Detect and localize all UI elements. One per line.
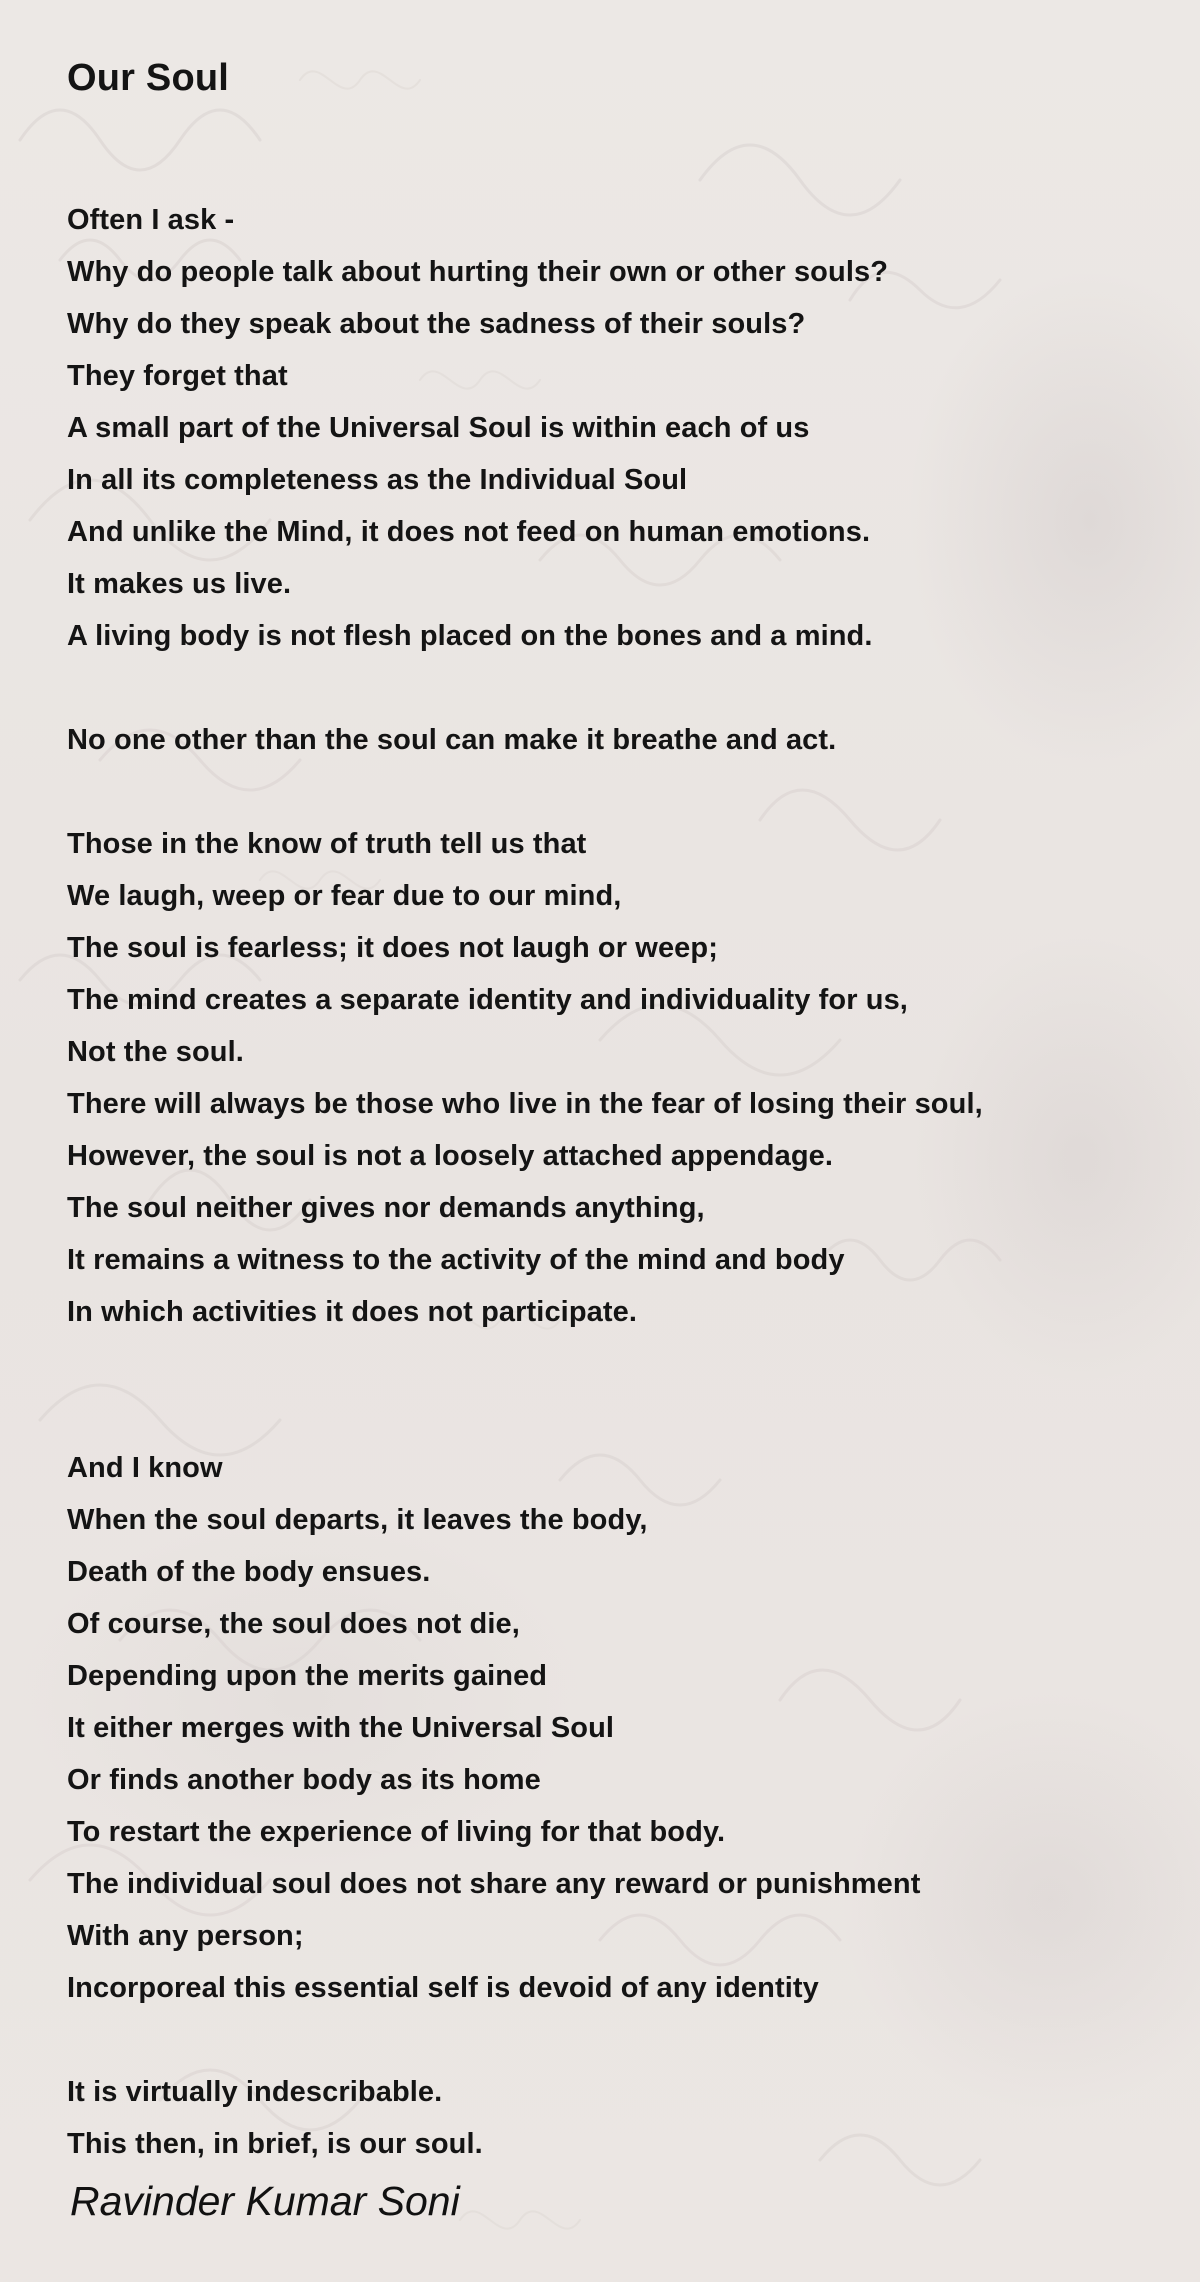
poem-line: Why do they speak about the sadness of their souls? (67, 308, 806, 340)
poem-line: And I know (67, 1452, 223, 1484)
poem-line: Death of the body ensues. (67, 1556, 431, 1588)
poem-line: Or finds another body as its home (67, 1764, 541, 1796)
poem-line: Depending upon the merits gained (67, 1660, 548, 1692)
stanza-break (67, 2014, 1167, 2066)
poem-line: A living body is not flesh placed on the bones and a mind. (67, 620, 873, 652)
poem-line: It remains a witness to the activity of the mind and body (67, 1244, 845, 1276)
poem-line: It makes us live. (67, 568, 292, 600)
poem-line: With any person; (67, 1920, 304, 1952)
poem-line: The mind creates a separate identity and individuality for us, (67, 984, 908, 1016)
poem-line: When the soul departs, it leaves the body, (67, 1504, 648, 1536)
poem-line: It is virtually indescribable. (67, 2076, 443, 2108)
poem-line: The individual soul does not share any reward or punishment (67, 1868, 921, 1900)
poem-line: The soul neither gives nor demands anything, (67, 1192, 705, 1224)
poem-line: Of course, the soul does not die, (67, 1608, 520, 1640)
poem-title: Our Soul (67, 57, 230, 99)
stanza-break (67, 662, 1167, 714)
poem-line: This then, in brief, is our soul. (67, 2128, 483, 2160)
poem-author: Ravinder Kumar Soni (70, 2178, 460, 2224)
stanza-break (67, 1338, 1167, 1390)
poem-line: In which activities it does not participate. (67, 1296, 638, 1328)
poem-line: A small part of the Universal Soul is within each of us (67, 412, 810, 444)
stanza-break (67, 766, 1167, 818)
poem-line: To restart the experience of living for that body. (67, 1816, 726, 1848)
poem-line: There will always be those who live in the fear of losing their soul, (67, 1088, 983, 1120)
poem-container (67, 48, 1167, 2170)
poem-line: In all its completeness as the Individual Soul (67, 464, 688, 496)
poem-line: It either merges with the Universal Soul (67, 1712, 615, 1744)
poem-line: However, the soul is not a loosely attached appendage. (67, 1140, 834, 1172)
poem-line: Incorporeal this essential self is devoid of any identity (67, 1972, 819, 2004)
poem-line: And unlike the Mind, it does not feed on human emotions. (67, 516, 871, 548)
poem-line: Not the soul. (67, 1036, 244, 1068)
poem-line: The soul is fearless; it does not laugh or weep; (67, 932, 718, 964)
stanza-break (67, 1390, 1167, 1442)
poem-line: They forget that (67, 360, 288, 392)
poem-line: We laugh, weep or fear due to our mind, (67, 880, 622, 912)
poem-line: Often I ask - (67, 204, 235, 236)
poem-line: Why do people talk about hurting their own or other souls? (67, 256, 889, 288)
poem-body (67, 194, 1167, 2170)
poem-line: Those in the know of truth tell us that (67, 828, 587, 860)
poem-line: No one other than the soul can make it breathe and act. (67, 724, 837, 756)
